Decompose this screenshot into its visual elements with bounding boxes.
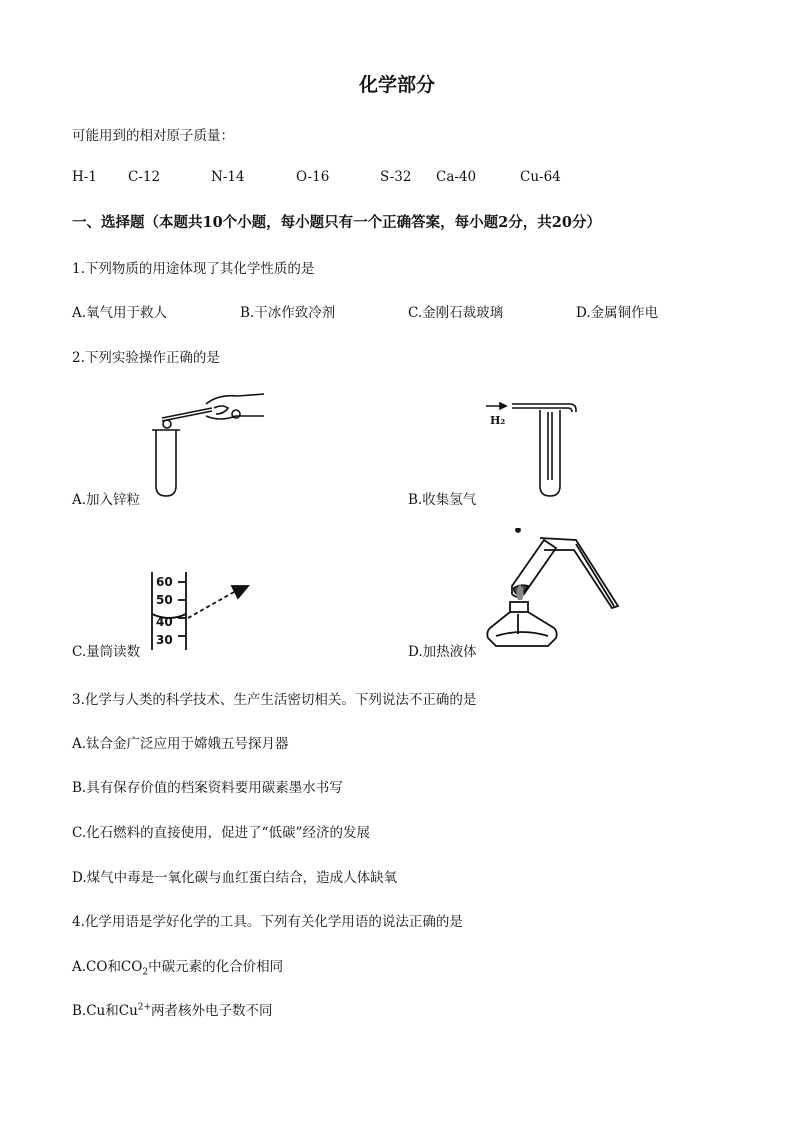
atomic-mass-ca: Ca-40 xyxy=(436,169,477,185)
q2-option-a: A.加入锌粒 xyxy=(72,492,141,508)
q1-option-b: B.干冰作致冷剂 xyxy=(240,305,336,321)
atomic-mass-o: O-16 xyxy=(296,169,330,185)
cylinder-tick-40: 40 xyxy=(156,615,173,629)
atomic-mass-intro: 可能用到的相对原子质量： xyxy=(72,128,234,144)
page-title: 化学部分 xyxy=(358,74,435,96)
q2-stem: 2.下列实验操作正确的是 xyxy=(72,350,220,366)
q2-option-b: B.收集氢气 xyxy=(408,492,477,508)
atomic-mass-h: H-1 xyxy=(72,169,97,185)
q4-stem: 4.化学用语是学好化学的工具。下列有关化学用语的说法正确的是 xyxy=(72,914,463,930)
atomic-mass-s: S-32 xyxy=(380,169,412,185)
q4-option-b-superscript: 2+ xyxy=(137,1002,152,1013)
q1-option-c: C.金刚石裁玻璃 xyxy=(408,305,504,321)
atomic-mass-n: N-14 xyxy=(211,169,245,185)
q4-option-a-part2: 中碳元素的化合价相同 xyxy=(148,959,284,975)
cylinder-tick-60: 60 xyxy=(156,575,173,589)
fig-heat-liquid xyxy=(482,528,624,654)
q3-option-a: A.钛合金广泛应用于嫦娥五号探月器 xyxy=(72,736,289,752)
q4-option-b-part1: B.Cu和Cu xyxy=(72,1003,138,1019)
q3-option-b: B.具有保存价值的档案资料要用碳素墨水书写 xyxy=(72,780,343,796)
atomic-mass-cu: Cu-64 xyxy=(520,169,561,185)
q4-option-b xyxy=(72,999,273,1019)
fig-read-cylinder xyxy=(148,570,260,652)
q4-option-a xyxy=(72,955,283,978)
q4-option-a-subscript: 2 xyxy=(142,967,149,978)
atomic-mass-c: C-12 xyxy=(128,169,161,185)
fig-collect-hydrogen xyxy=(482,394,582,504)
fig-add-zinc xyxy=(140,386,270,502)
q1-option-a: A.氧气用于救人 xyxy=(72,305,168,321)
q1-option-d: D.金属铜作电 xyxy=(576,305,659,321)
q2-option-d: D.加热液体 xyxy=(408,644,477,660)
q4-option-b-part2: 两者核外电子数不同 xyxy=(151,1003,273,1019)
q3-stem: 3.化学与人类的科学技术、生产生活密切相关。下列说法不正确的是 xyxy=(72,692,477,708)
hydrogen-label: H₂ xyxy=(490,414,506,427)
q1-stem: 1.下列物质的用途体现了其化学性质的是 xyxy=(72,261,315,277)
q4-option-a-part1: A.CO和CO xyxy=(72,959,143,975)
section-heading: 一、选择题（本题共10个小题，每小题只有一个正确答案，每小题2分，共20分） xyxy=(72,214,601,231)
cylinder-tick-50: 50 xyxy=(156,593,173,607)
cylinder-tick-30: 30 xyxy=(156,633,173,647)
q3-option-c: C.化石燃料的直接使用，促进了“低碳”经济的发展 xyxy=(72,825,370,841)
q3-option-d: D.煤气中毒是一氧化碳与血红蛋白结合，造成人体缺氧 xyxy=(72,870,398,886)
q2-option-c: C.量筒读数 xyxy=(72,644,141,660)
